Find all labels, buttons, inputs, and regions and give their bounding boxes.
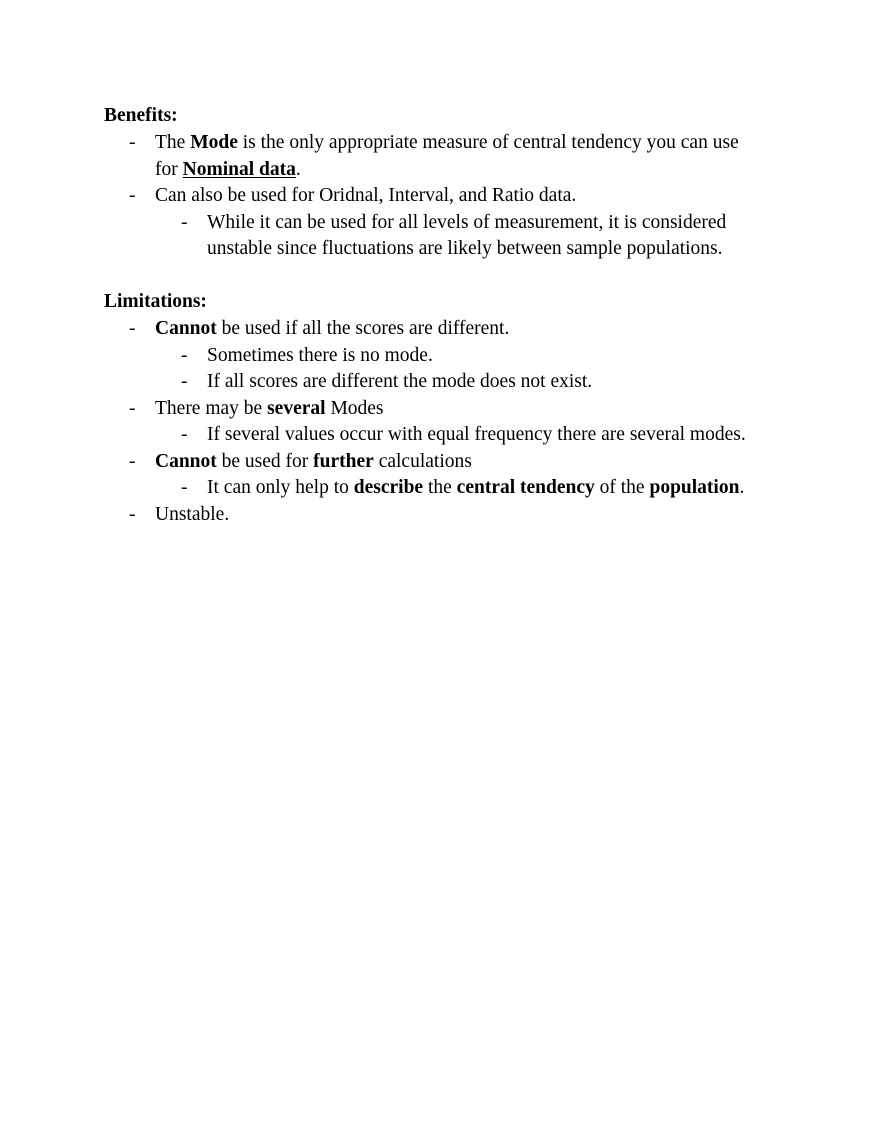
item-text: Sometimes there is no mode.: [207, 344, 433, 366]
bullet-dash: -: [181, 211, 188, 233]
limitations-item-further-calculations: [0, 449, 880, 476]
bullet-dash: -: [129, 450, 136, 472]
item-text: Cannot be used if all the scores are different.: [155, 318, 510, 339]
limitations-item-cannot-different: [0, 316, 880, 343]
limitations-subitem-equal-frequency: [0, 422, 880, 449]
bullet-dash: -: [129, 132, 136, 153]
bullet-dash: -: [181, 371, 188, 392]
bullet-dash: -: [129, 318, 136, 339]
benefits-subitem-unstable: [0, 210, 880, 263]
limitations-item-several-modes: [0, 396, 880, 423]
bullet-dash: -: [129, 504, 136, 525]
item-text: While it can be used for all levels of measurement, it is considered: [207, 211, 727, 233]
bullet-dash: -: [129, 185, 136, 206]
bullet-dash: -: [181, 477, 188, 498]
limitations-subitem-not-exist: [0, 369, 880, 396]
item-text: If all scores are different the mode does not exist.: [207, 371, 593, 392]
benefits-item-other-levels: [0, 183, 880, 210]
limitations-heading: Limitations:: [104, 291, 207, 312]
limitations-subitem-describe: [0, 475, 880, 502]
item-text: The Mode is the only appropriate measure of central tendency you can use: [155, 132, 739, 153]
bullet-dash: -: [181, 424, 188, 445]
limitations-item-unstable: [0, 502, 880, 529]
bullet-dash: -: [181, 344, 188, 366]
item-text: Can also be used for Oridnal, Interval, and Ratio data.: [155, 185, 577, 206]
item-text-continued: for Nominal data.: [155, 158, 301, 180]
item-text-continued: unstable since fluctuations are likely between sample populations.: [207, 238, 723, 259]
item-text: Unstable.: [155, 504, 230, 525]
benefits-item-mode-nominal: [0, 130, 880, 183]
item-text: If several values occur with equal frequency there are several modes.: [207, 424, 746, 445]
benefits-heading: Benefits:: [104, 105, 178, 126]
item-text: There may be several Modes: [155, 397, 384, 419]
item-text: It can only help to describe the central tendency of the population.: [207, 477, 745, 498]
bullet-dash: -: [129, 397, 136, 419]
limitations-subitem-no-mode: [0, 343, 880, 370]
item-text: Cannot be used for further calculations: [155, 450, 472, 472]
